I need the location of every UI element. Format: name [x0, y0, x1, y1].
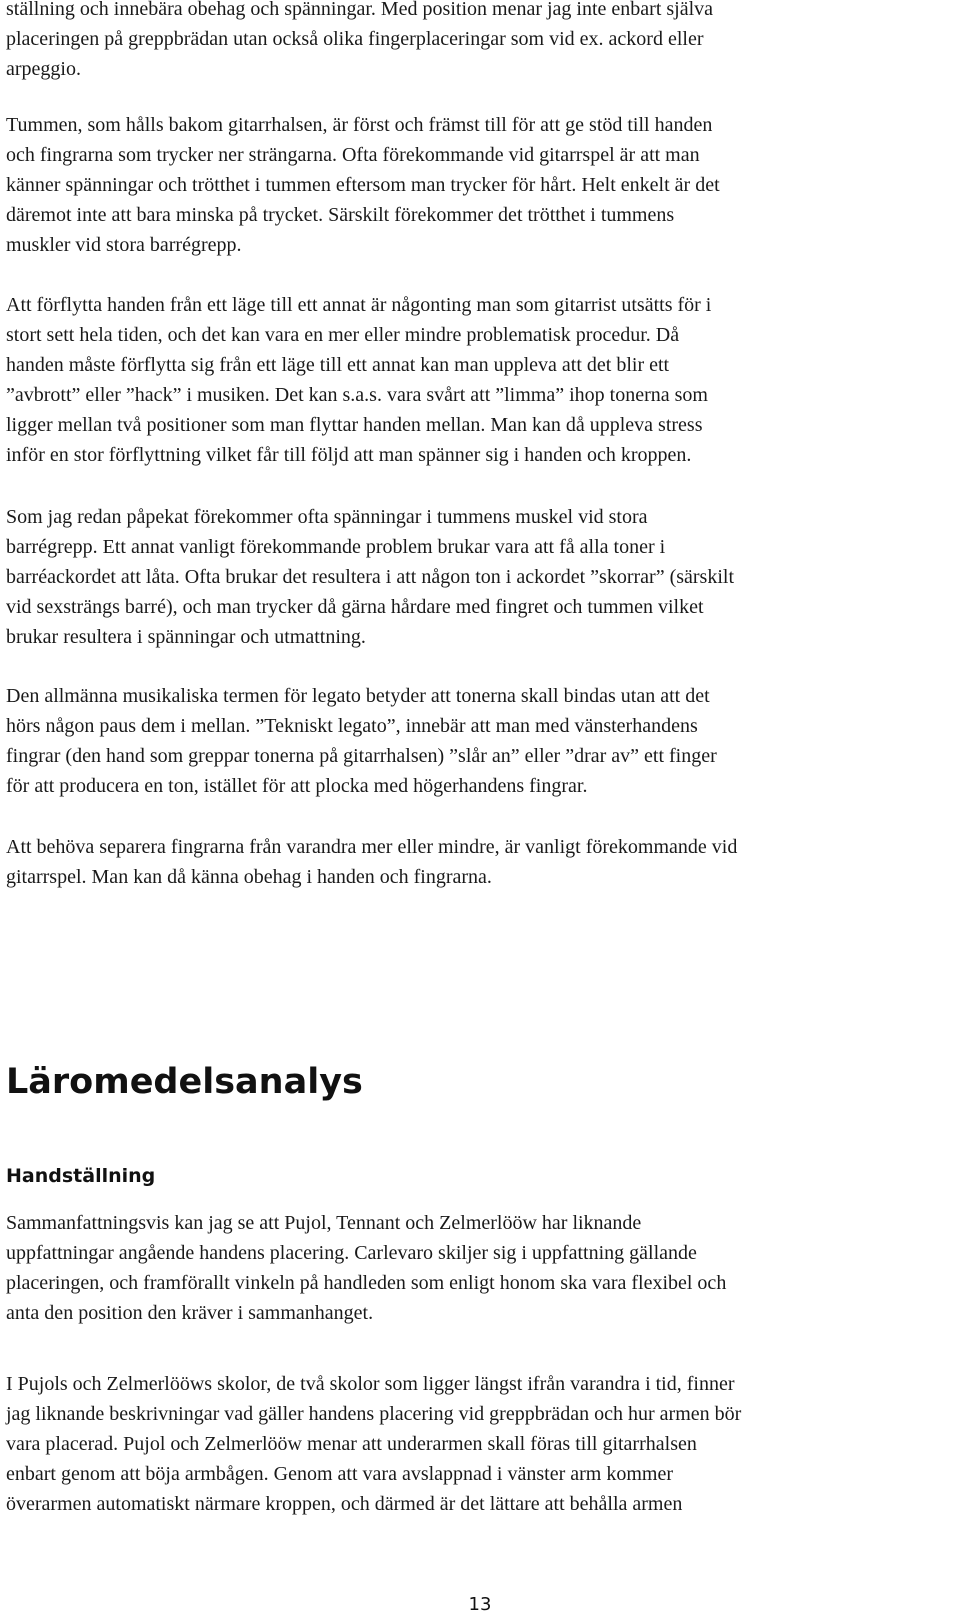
text-line: Att förflytta handen från ett läge till ett annat är någonting man som gitarrist utsätts för i — [6, 294, 712, 316]
subsection-heading: Handställning — [6, 1165, 156, 1187]
text-line: känner spänningar och trötthet i tummen eftersom man trycker för hårt. Helt enkelt är det — [6, 174, 720, 196]
page-number: 13 — [468, 1594, 492, 1615]
body-paragraph — [6, 1208, 946, 1328]
text-line: däremot inte att bara minska på trycket. Särskilt förekommer det trötthet i tummens — [6, 204, 675, 226]
text-line: ställning och innebära obehag och spänningar. Med position menar jag inte enbart själva — [6, 0, 714, 20]
body-paragraph — [6, 681, 946, 801]
text-line: Tummen, som hålls bakom gitarrhalsen, är först och främst till för att ge stöd till handen — [6, 114, 713, 136]
text-line: barréackordet att låta. Ofta brukar det resultera i att någon ton i ackordet ”skorrar” (särskilt — [6, 566, 735, 588]
body-paragraph — [6, 110, 946, 260]
text-line: enbart genom att böja armbågen. Genom att vara avslappnad i vänster arm kommer — [6, 1463, 673, 1485]
text-line: för att producera en ton, istället för att plocka med högerhandens fingrar. — [6, 775, 588, 797]
body-paragraph — [6, 290, 946, 470]
body-paragraph — [6, 1369, 946, 1519]
text-line: överarmen automatiskt närmare kroppen, och därmed är det lättare att behålla armen — [6, 1493, 683, 1515]
body-paragraph — [6, 0, 946, 84]
text-line: uppfattningar angående handens placering. Carlevaro skiljer sig i uppfattning gällande — [6, 1242, 697, 1264]
text-line: ligger mellan två positioner som man flyttar handen mellan. Man kan då uppleva stress — [6, 414, 703, 436]
text-line: barrégrepp. Ett annat vanligt förekommande problem brukar vara att få alla toner i — [6, 536, 666, 558]
text-line: Att behöva separera fingrarna från varandra mer eller mindre, är vanligt förekommande vid — [6, 836, 738, 858]
body-paragraph — [6, 502, 946, 652]
text-line: inför en stor förflyttning vilket får till följd att man spänner sig i handen och kroppen. — [6, 444, 692, 466]
text-line: och fingrarna som trycker ner strängarna. Ofta förekommande vid gitarrspel är att man — [6, 144, 700, 166]
text-line: brukar resultera i spänningar och utmattning. — [6, 626, 366, 648]
text-line: jag liknande beskrivningar vad gäller handens placering vid greppbrädan och hur armen bör — [6, 1403, 742, 1425]
text-line: placeringen, och framförallt vinkeln på handleden som enligt honom ska vara flexibel och — [6, 1272, 727, 1294]
text-line: stort sett hela tiden, och det kan vara en mer eller mindre problematisk procedur. Då — [6, 324, 680, 346]
text-line: ”avbrott” eller ”hack” i musiken. Det kan s.a.s. vara svårt att ”limma” ihop tonerna som — [6, 384, 708, 406]
text-line: Som jag redan påpekat förekommer ofta spänningar i tummens muskel vid stora — [6, 506, 648, 528]
body-paragraph — [6, 832, 946, 892]
text-line: I Pujols och Zelmerlööws skolor, de två skolor som ligger längst ifrån varandra i tid, finner — [6, 1373, 735, 1395]
text-line: gitarrspel. Man kan då känna obehag i handen och fingrarna. — [6, 866, 492, 888]
text-line: Den allmänna musikaliska termen för legato betyder att tonerna skall bindas utan att det — [6, 685, 710, 707]
text-line: placeringen på greppbrädan utan också olika fingerplaceringar som vid ex. ackord eller — [6, 28, 704, 50]
text-line: muskler vid stora barrégrepp. — [6, 234, 242, 256]
text-line: Sammanfattningsvis kan jag se att Pujol, Tennant och Zelmerlööw har liknande — [6, 1212, 642, 1234]
text-line: vid sexsträngs barré), och man trycker då gärna hårdare med fingret och tummen vilket — [6, 596, 704, 618]
section-heading: Läromedelsanalys — [6, 1062, 363, 1102]
text-line: fingrar (den hand som greppar tonerna på gitarrhalsen) ”slår an” eller ”drar av” ett finger — [6, 745, 717, 767]
text-line: vara placerad. Pujol och Zelmerlööw menar att underarmen skall föras till gitarrhalsen — [6, 1433, 697, 1455]
text-line: handen måste förflytta sig från ett läge till ett annat kan man uppleva att det blir ett — [6, 354, 670, 376]
text-line: arpeggio. — [6, 58, 81, 80]
text-line: anta den position den kräver i sammanhanget. — [6, 1302, 374, 1324]
text-line: hörs någon paus dem i mellan. ”Tekniskt legato”, innebär att man med vänsterhandens — [6, 715, 698, 737]
